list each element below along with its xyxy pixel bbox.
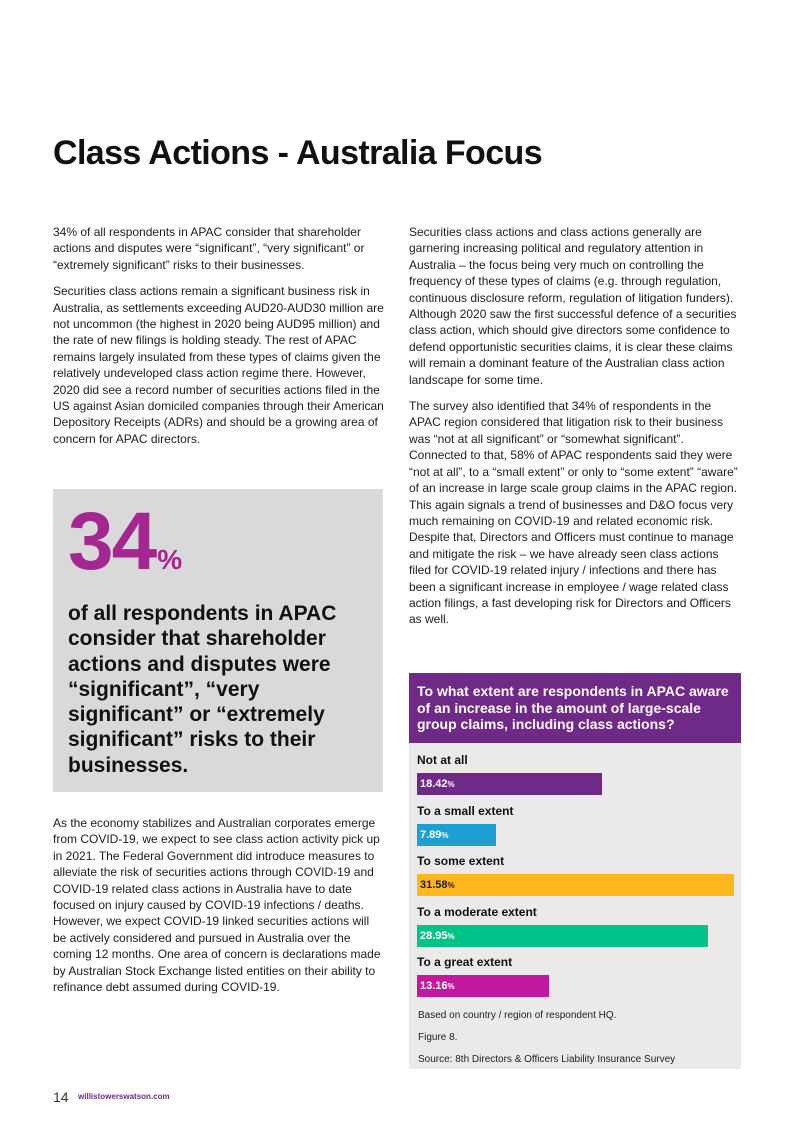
paragraph: Securities class actions and class actions generally are garnering increasing political and regulatory attention in Australia – the focus being very much on controlling the frequency of these types of claims (e.g. through regulation, continuous disclosure reform, regulation of litigation funders). Although 2020 saw the first successful defence of a securities class action, which should give directors some confidence to defend opportunistic securities claims, it is clear these claims will remain a dominant feature of the Australian class action landscape for some time. [409, 225, 737, 387]
chart-bar [417, 975, 549, 997]
chart-bar [417, 773, 602, 795]
chart-title: To what extent are respondents in APAC aware of an increase in the amount of large-scale group claims, including class actions? [409, 673, 741, 743]
callout-number [68, 497, 182, 605]
right-column [409, 224, 742, 638]
bar-chart [409, 673, 741, 1069]
callout-number-value: 34 [68, 496, 156, 587]
chart-notes [418, 1005, 675, 1071]
chart-value-unit: % [447, 931, 455, 941]
chart-value-unit: % [447, 780, 455, 789]
left-column-top [53, 224, 386, 457]
chart-value-label: 18.42 [420, 778, 448, 790]
paragraph: As the economy stabilizes and Australian corporates emerge from COVID-19, we expect to see class action activity pick up in 2021. The Federal Government did introduce measures to alleviate the risk of securities actions through COVID-19 and COVID-19 related class actions in Australia have to date focused on injury caused by COVID-19 infections / deaths. However, we expect COVID-19 linked securities actions will be actively considered and pursued in Australia over the coming 12 months. One area of concern is declarations made by Australian Stock Exchange listed entities on their ability to refinance debt assumed during COVID-19. [53, 816, 381, 995]
page-number: 14 [53, 1088, 69, 1105]
chart-bar-row [417, 955, 737, 1006]
chart-value-unit: % [447, 982, 455, 991]
footer [53, 1088, 170, 1106]
chart-source: Source: 8th Directors & Officers Liability Insurance Survey [418, 1054, 676, 1065]
chart-value-label: 7.89 [420, 828, 442, 841]
chart-value-label: 31.58 [420, 879, 448, 891]
chart-category-label: To a great extent [417, 955, 513, 969]
paragraph: Securities class actions remain a significant business risk in Australia, as settlements exceeding AUD20-AUD30 million are not uncommon (the highest in 2020 being AUD95 million) and the rate of new filings is holding steady. The rest of APAC remains largely insulated from these types of claims given the relatively undeveloped class action regime there. However, 2020 did see a record number of securities actions filed in the US against Asian domiciled companies through their American Depository Receipts (ADRs) and should be a growing area of concern for APAC directors. [53, 284, 384, 446]
chart-note: Based on country / region of respondent HQ. [418, 1010, 617, 1021]
chart-bars [417, 753, 737, 1006]
callout-number-unit: % [157, 544, 183, 575]
chart-value-unit: % [447, 881, 455, 890]
site-link[interactable]: willistowerswatson.com [78, 1092, 170, 1102]
chart-category-label: To a small extent [417, 803, 514, 818]
chart-category-label: To some extent [417, 854, 505, 868]
callout-box [53, 489, 383, 792]
chart-bar [417, 925, 708, 947]
paragraph: The survey also identified that 34% of respondents in the APAC region considered that litigation risk to their business was “not at all significant” or “somewhat significant”. Connected to that, 58% of APAC respondents said they were “not at all”, to a “small extent” or only to “some extent” “aware” of an increase in large scale group claims in the APAC region. This again signals a trend of businesses and D&O focus very much remaining on COVID-19 and related economic risk. Despite that, Directors and Officers must continue to manage and mitigate the risk – we have already seen class actions filed for COVID-19 related injury / infections and there has been a significant increase in employee / wage related class action filings, a fast developing risk for Directors and Officers as well. [409, 399, 738, 627]
chart-category-label: To a moderate extent [417, 904, 537, 919]
chart-value-label: 28.95 [420, 929, 448, 942]
chart-bar [417, 824, 496, 846]
chart-value-label: 13.16 [420, 980, 448, 992]
chart-bar [417, 874, 734, 896]
chart-value-unit: % [441, 830, 449, 840]
chart-bar-row [417, 854, 737, 905]
chart-figure-label: Figure 8. [418, 1032, 458, 1043]
paragraph: 34% of all respondents in APAC consider that shareholder actions and disputes were “significant”, “very significant” or “extremely significant” risks to their businesses. [53, 225, 365, 272]
page-title: Class Actions - Australia Focus [53, 134, 543, 172]
chart-bar-row [417, 753, 737, 804]
chart-bar-row [417, 905, 737, 956]
callout-text: of all respondents in APAC consider that shareholder actions and disputes were “significant”, “very significant” or “extremely significant” risks to their businesses. [68, 602, 337, 777]
chart-bar-row [417, 804, 737, 855]
left-column-bottom [53, 815, 383, 1005]
chart-category-label: Not at all [417, 753, 468, 767]
